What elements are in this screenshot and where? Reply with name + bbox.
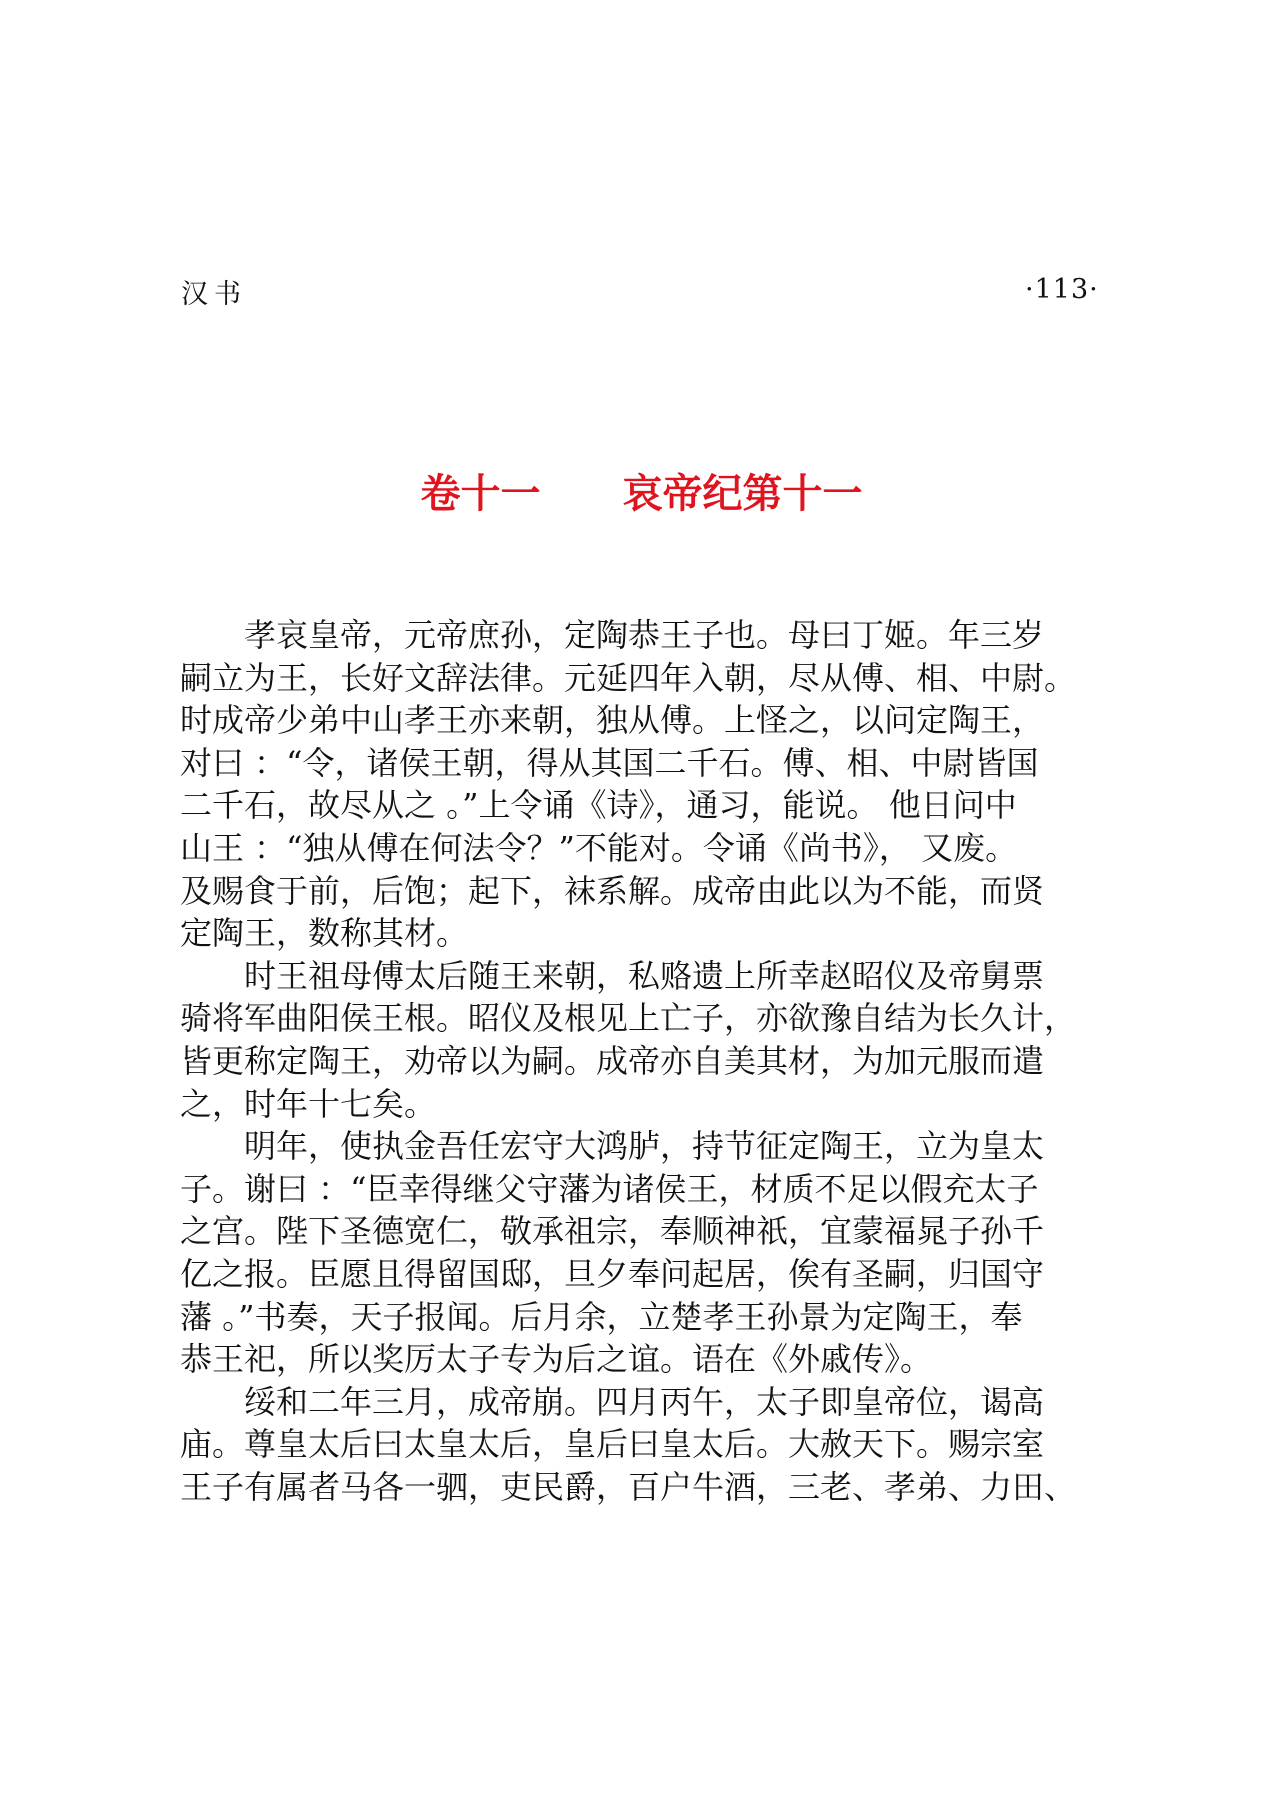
text-line: 恭王祀，所以奖厉太子专为后之谊。语在《外戚传》。	[180, 1340, 933, 1379]
text-line: 之，时年十七矣。	[180, 1084, 437, 1123]
text-line: 时王祖母傅太后随王来朝，私赂遗上所幸赵昭仪及帝舅票	[244, 956, 1045, 995]
chapter-title: 哀帝纪第十一	[622, 471, 863, 517]
text-line: 藩 。”书奏，天子报闻。后月余，立楚孝王孙景为定陶王，奉	[180, 1297, 1023, 1336]
text-line: 定陶王，数称其材。	[180, 914, 469, 953]
text-line: 王子有属者马各一驷，吏民爵，百户牛酒，三老、孝弟、力田、	[180, 1467, 1077, 1506]
chapter-heading	[0, 462, 1283, 519]
text-line: 绥和二年三月，成帝崩。四月丙午，太子即皇帝位，谒高	[244, 1382, 1045, 1421]
body-text	[180, 614, 1100, 1508]
text-line: 皆更称定陶王，劝帝以为嗣。成帝亦自美其材，为加元服而遣	[180, 1041, 1045, 1080]
text-line: 山王 ：“独从傅在何法令？”不能对。令诵《尚书》， 又废。	[180, 828, 1018, 867]
running-head-book-title: 汉书	[181, 279, 247, 310]
text-line: 亿之报。臣愿且得留国邸，旦夕奉问起居，俟有圣嗣，归国守	[180, 1254, 1045, 1293]
text-line: 子。谢曰 ：“臣幸得继父守藩为诸侯王，材质不足以假充太子	[180, 1169, 1039, 1208]
text-line: 及赐食于前，后饱；起下，袜系解。成帝由此以为不能，而贤	[180, 871, 1045, 910]
text-line: 之宫。陛下圣德宽仁，敬承祖宗，奉顺神祇，宜蒙福晁子孙千	[180, 1212, 1045, 1251]
text-line: 对曰 ：“令，诸侯王朝，得从其国二千石。傅、相、中尉皆国	[180, 743, 1039, 782]
text-line: 时成帝少弟中山孝王亦来朝，独从傅。上怪之，以问定陶王，	[180, 701, 1045, 740]
text-line: 骑将军曲阳侯王根。昭仪及根见上亡子，亦欲豫自结为长久计，	[180, 999, 1077, 1038]
text-line: 二千石，故尽从之 。”上令诵《诗》，通习，能说。 他日问中	[180, 786, 1017, 825]
text-line: 明年，使执金吾任宏守大鸿胪，持节征定陶王，立为皇太	[244, 1127, 1045, 1166]
text-line: 庙。尊皇太后曰太皇太后，皇后曰皇太后。大赦天下。赐宗室	[180, 1425, 1045, 1464]
chapter-volume: 卷十一	[420, 471, 541, 517]
text-line: 嗣立为王，长好文辞法律。元延四年入朝，尽从傅、相、中尉。	[180, 658, 1077, 697]
text-line: 孝哀皇帝，元帝庶孙，定陶恭王子也。母曰丁姬。年三岁	[244, 616, 1045, 654]
page-number: ·113·	[1025, 274, 1099, 305]
